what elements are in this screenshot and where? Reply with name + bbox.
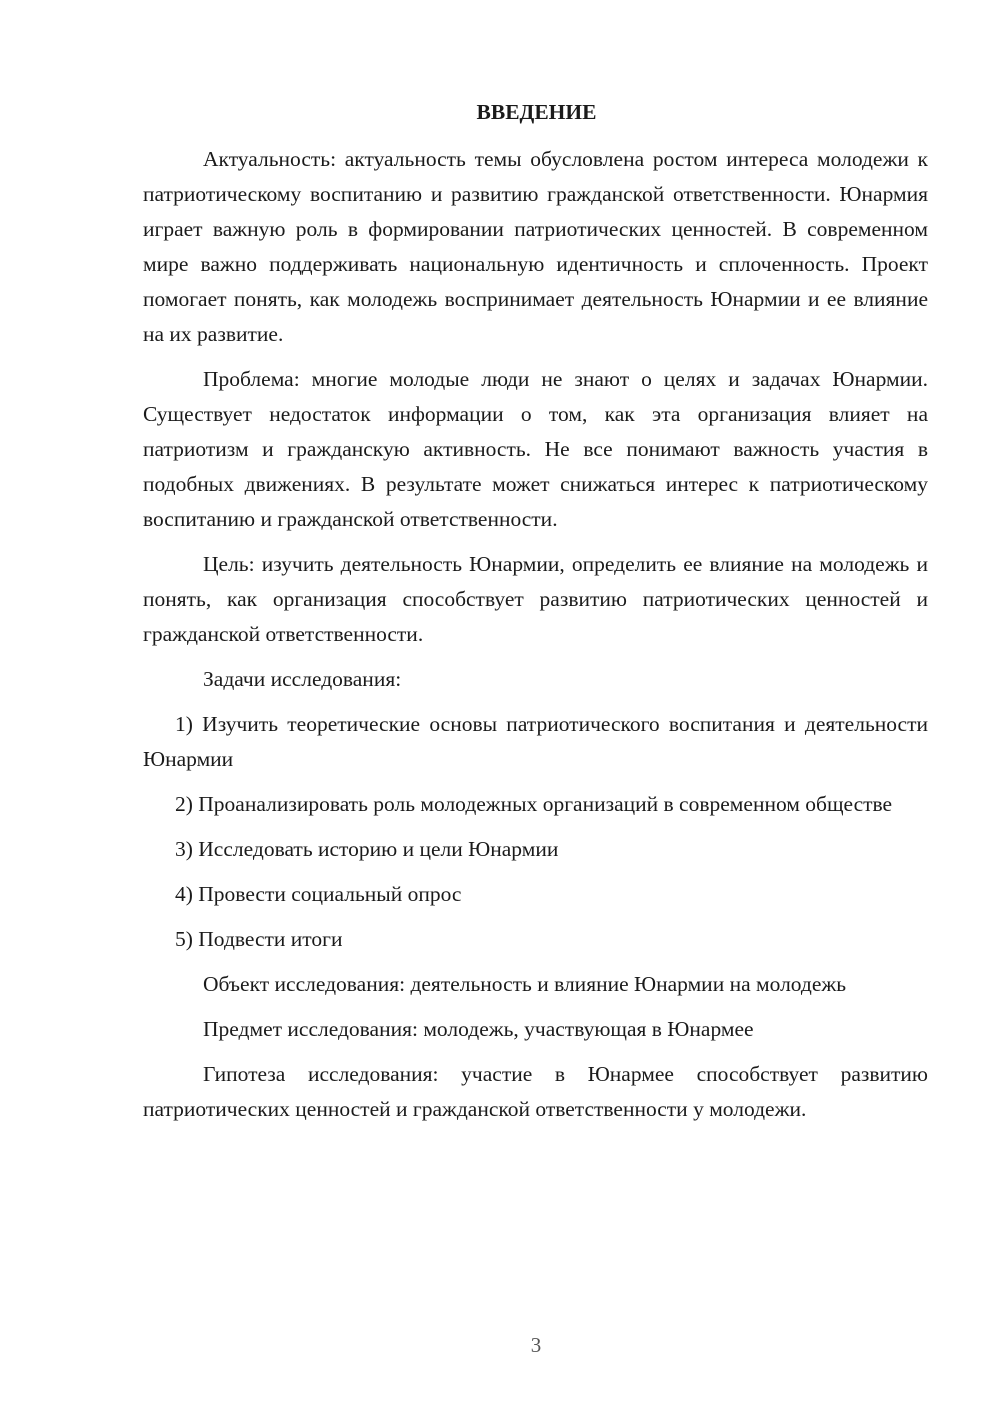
tasks-title: Задачи исследования:	[203, 667, 402, 691]
list-item: 2) Проанализировать роль молодежных организаций в современном обществе	[175, 792, 893, 816]
paragraph-subject: Предмет исследования: молодежь, участвующая в Юнармее	[203, 1017, 754, 1041]
tasks-list	[143, 707, 928, 957]
list-item: 3) Исследовать историю и цели Юнармии	[175, 837, 559, 861]
paragraph-object: Объект исследования: деятельность и влияние Юнармии на молодежь	[203, 972, 847, 996]
list-item: 4) Провести социальный опрос	[175, 882, 462, 906]
paragraph-hypothesis: Гипотеза исследования: участие в Юнармее способствует развитию патриотических ценностей и гражданской ответственности у молодежи.	[143, 1062, 928, 1121]
paragraph-relevance: Актуальность: актуальность темы обусловлена ростом интереса молодежи к патриотическому воспитанию и развитию гражданской ответственности. Юнармия играет важную роль в формировании патриотических ценностей. В современном мире важно поддерживать национальную идентичность и сплоченность. Проект помогает понять, как молодежь воспринимает деятельность Юнармии и ее влияние на их развитие.	[143, 147, 928, 346]
section-heading: ВВЕДЕНИЕ	[476, 100, 597, 124]
page-number: 3	[530, 1333, 542, 1357]
list-item: 1) Изучить теоретические основы патриотического воспитания и деятельности Юнармии	[143, 712, 928, 771]
list-item: 5) Подвести итоги	[175, 927, 343, 951]
paragraph-problem: Проблема: многие молодые люди не знают о целях и задачах Юнармии. Существует недостаток информации о том, как эта организация влияет на патриотизм и гражданскую активность. Не все понимают важность участия в подобных движениях. В результате может снижаться интерес к патриотическому воспитанию и гражданской ответственности.	[143, 367, 928, 531]
page-content	[143, 95, 928, 1137]
paragraph-goal: Цель: изучить деятельность Юнармии, определить ее влияние на молодежь и понять, как организация способствует развитию патриотических ценностей и гражданской ответственности.	[143, 552, 928, 646]
